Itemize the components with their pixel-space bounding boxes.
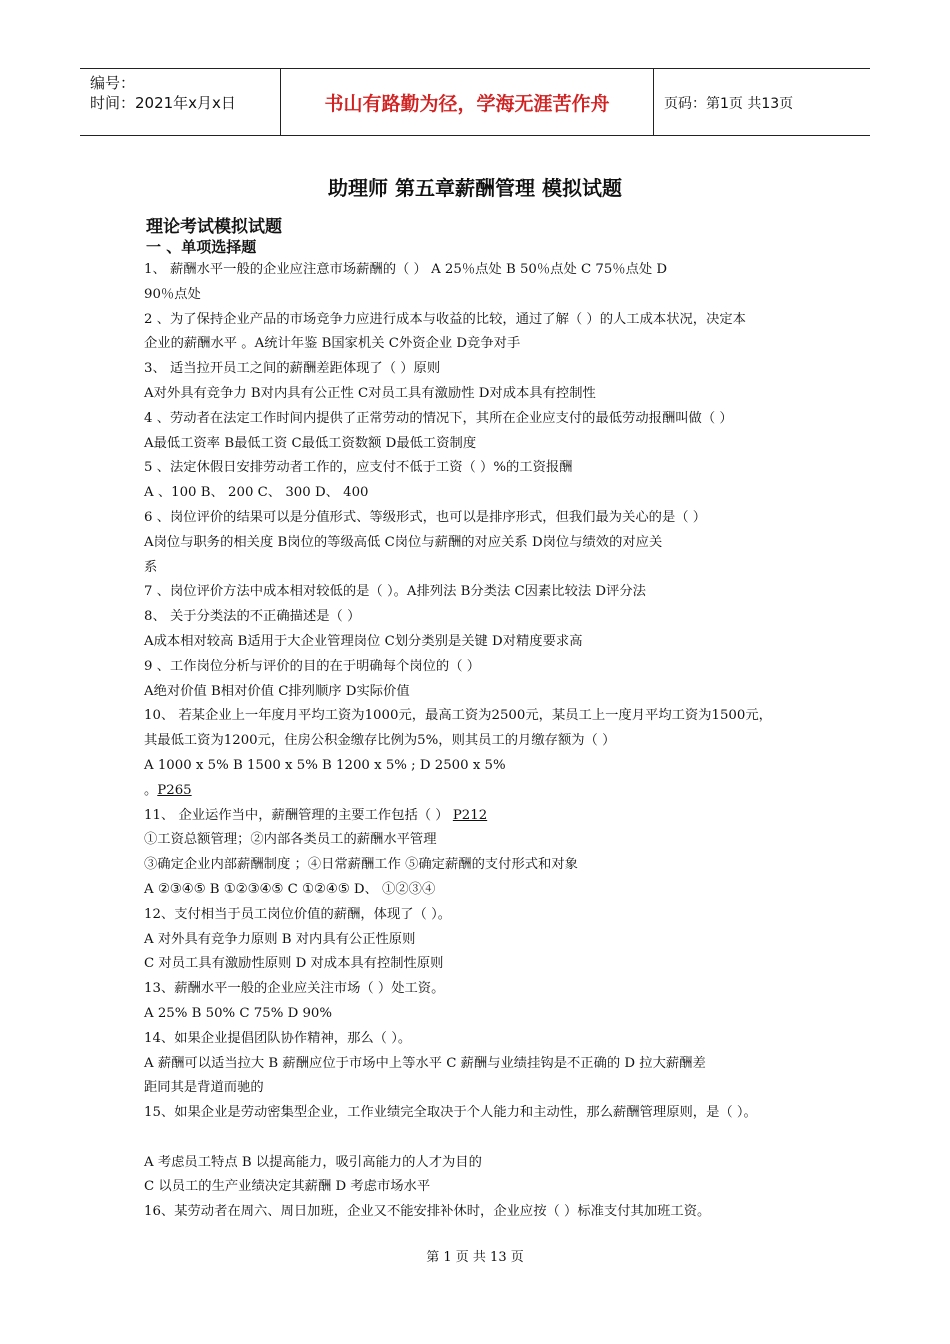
page-reference: P212 [452,807,488,823]
text-line: 15、如果企业是劳动密集型企业，工作业绩完全取决于个人能力和主动性，那么薪酬管理原则，是（ ）。 [144,1105,757,1121]
text-line: 7 、岗位评价方法中成本相对较低的是（ ）。A排列法 B分类法 C因素比较法 D评分法 [144,584,646,600]
text-line: 系 [144,559,158,575]
text-line: 5 、法定休假日安排劳动者工作的，应支付不低于工资（ ）%的工资报酬 [144,460,573,476]
text-line: 。P265 [144,782,192,798]
text-line: 企业的薪酬水平 。A统计年鉴 B国家机关 C外资企业 D竞争对手 [144,336,521,352]
header-motto: 书山有路勤为径，学海无涯苦作舟 [280,69,654,135]
text-line: 1、 薪酬水平一般的企业应注意市场薪酬的（ ） A 25％点处 B 50％点处 C 75％点处 D [144,262,668,277]
doc-date-label: 时间：2021年x月x日 [90,94,236,112]
text-line: 16、某劳动者在周六、周日加班，企业又不能安排补休时，企业应按（ ）标准支付其加班工资。 [144,1204,711,1220]
text-line: 4 、劳动者在法定工作时间内提供了正常劳动的情况下，其所在企业应支付的最低劳动报酬叫做（ ） [144,410,733,426]
page-header [80,68,870,136]
section-title: 理论考试模拟试题 [146,217,282,237]
text-line: ③确定企业内部薪酬制度 ；④日常薪酬工作 ⑤确定薪酬的支付形式和对象 [144,857,578,873]
text-line: 11、 企业运作当中，薪酬管理的主要工作包括（ ） P212 [144,807,488,823]
text-line: 6 、岗位评价的结果可以是分值形式、等级形式，也可以是排序形式，但我们最为关心的是（ ） [144,509,707,525]
page-footer: 第 1 页 共 13 页 [426,1250,524,1265]
text-line: 2 、为了保持企业产品的市场竞争力应进行成本与收益的比较，通过了解（ ）的人工成本状况，决定本 [144,311,746,327]
text-line: A绝对价值 B相对价值 C排列顺序 D实际价值 [144,683,410,699]
text-line [144,1126,824,1151]
text-line: 12、支付相当于员工岗位价值的薪酬，体现了（ ）。 [144,906,452,922]
page-reference: P265 [157,782,192,798]
text-line: A 1000 x 5% B 1500 x 5% B 1200 x 5% ; D 2500 x 5% [144,757,506,773]
text-line: ①工资总额管理；②内部各类员工的薪酬水平管理 [144,832,437,848]
text-line: 9 、工作岗位分析与评价的目的在于明确每个岗位的（ ） [144,658,481,674]
text-line: A成本相对较高 B适用于大企业管理岗位 C划分类别是关键 D对精度要求高 [144,633,583,649]
text-line: 90％点处 [144,286,201,302]
text-line: 10、 若某企业上一年度月平均工资为1000元，最高工资为2500元，某员工上一度月平均工资为1500元， [144,708,772,724]
text-line: A最低工资率 B最低工资 C最低工资数额 D最低工资制度 [144,435,477,451]
header-page-info: 页码：第1页 共13页 [664,96,794,112]
text-line: A对外具有竞争力 B对内具有公正性 C对员工具有激励性 D对成本具有控制性 [144,385,596,401]
subsection-title: 一 、单项选择题 [146,238,257,256]
text-line: C 对员工具有激励性原则 D 对成本具有控制性原则 [144,956,444,972]
text-line: 距同其是背道而驰的 [144,1080,264,1096]
header-left [90,73,236,113]
text-line: A 对外具有竞争力原则 B 对内具有公正性原则 [144,931,416,947]
text-line: 13、薪酬水平一般的企业应关注市场（ ）处工资。 [144,981,445,997]
text-line: 8、 关于分类法的不正确描述是（ ） [144,609,361,625]
text-line: 其最低工资为1200元，住房公积金缴存比例为5%，则其员工的月缴存额为（ ） [144,733,616,749]
question-list [144,258,824,1225]
doc-number-label: 编号： [90,74,136,92]
text-line: 3、 适当拉开员工之间的薪酬差距体现了（ ）原则 [144,361,441,377]
text-line: A 、100 B、 200 C、 300 D、 400 [144,485,369,501]
text-line: A 薪酬可以适当拉大 B 薪酬应位于市场中上等水平 C 薪酬与业绩挂钩是不正确的 D 拉大薪酬差 [144,1055,706,1071]
document-title: 助理师 第五章薪酬管理 模拟试题 [328,176,622,200]
text-line: A岗位与职务的相关度 B岗位的等级高低 C岗位与薪酬的对应关系 D岗位与绩效的对应关 [144,534,663,550]
text-line: C 以员工的生产业绩决定其薪酬 D 考虑市场水平 [144,1179,431,1195]
text-line: 14、如果企业提倡团队协作精神，那么（ ）。 [144,1030,412,1046]
text-line: A 考虑员工特点 B 以提高能力，吸引高能力的人才为目的 [144,1154,482,1170]
text-line: A 25% B 50% C 75% D 90% [144,1005,333,1021]
text-line: A ②③④⑤ B ①②③④⑤ C ①②④⑤ D、 ①②③④ [144,881,436,897]
